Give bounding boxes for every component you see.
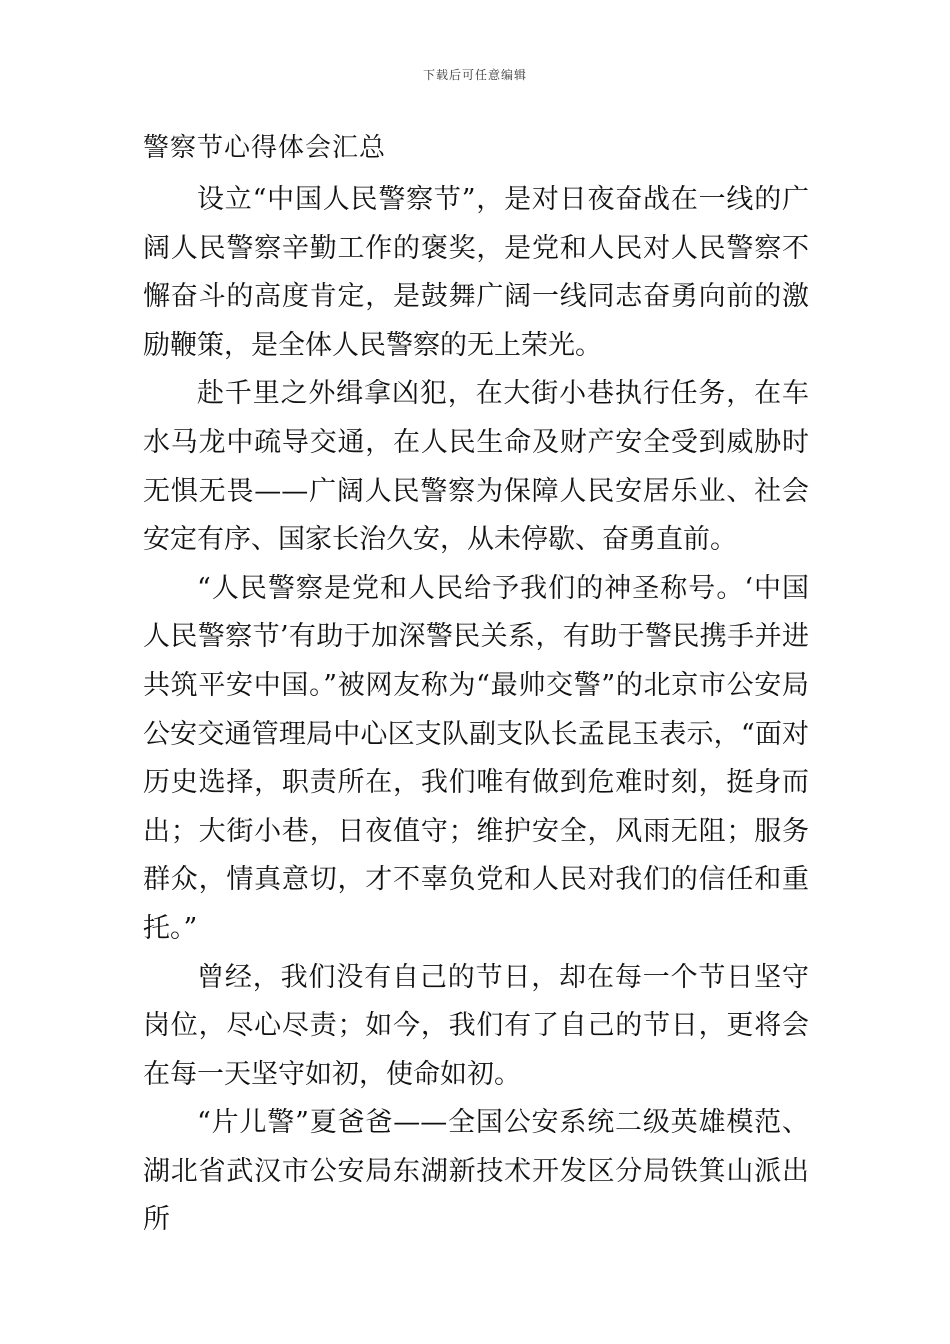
document-title: 警察节心得体会汇总 xyxy=(143,133,387,163)
paragraph-2: 赴千里之外缉拿凶犯，在大街小巷执行任务，在车水马龙中疏导交通，在人民生命及财产安全受到威胁时无惧无畏——广阔人民警察为保障人民安居乐业、社会安定有序、国家长治久安，从未停歇、奋勇直前。 xyxy=(143,378,809,556)
paragraph-3: “人民警察是党和人民给予我们的神圣称号。‘中国人民警察节’有助于加深警民关系，有助于警民携手并进共筑平安中国。”被网友称为“最帅交警”的北京市公安局公安交通管理局中心区支队副支队长孟昆玉表示，“面对历史选择，职责所在，我们唯有做到危难时刻，挺身而出；大街小巷，日夜值守；维护安全，风雨无阻；服务群众，情真意切，才不辜负党和人民对我们的信任和重托。” xyxy=(143,572,809,944)
paragraph-4: 曾经，我们没有自己的节日，却在每一个节日坚守岗位，尽心尽责；如今，我们有了自己的节日，更将会在每一天坚守如初，使命如初。 xyxy=(143,961,809,1090)
header-note: 下载后可任意编辑 xyxy=(422,68,527,82)
paragraph-5: “片儿警”夏爸爸——全国公安系统二级英雄模范、湖北省武汉市公安局东湖新技术开发区分局铁箕山派出所 xyxy=(143,1107,809,1236)
paragraph-1: 设立“中国人民警察节”，是对日夜奋战在一线的广阔人民警察辛勤工作的褒奖，是党和人民对人民警察不懈奋斗的高度肯定，是鼓舞广阔一线同志奋勇向前的激励鞭策，是全体人民警察的无上荣光。 xyxy=(143,184,809,361)
document-body xyxy=(143,176,809,1245)
